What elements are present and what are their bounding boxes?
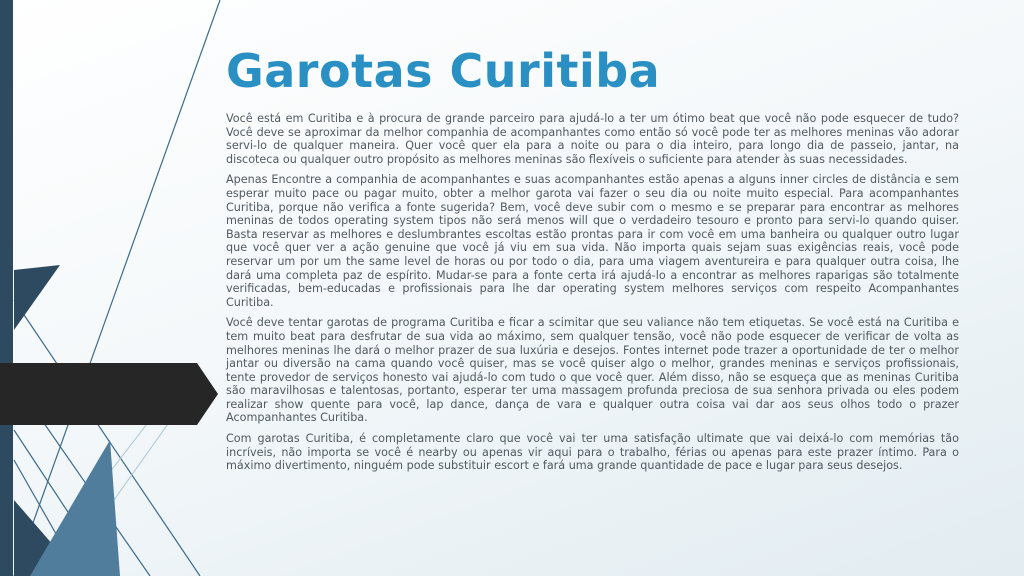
deco-triangle: [30, 440, 120, 576]
paragraph: Você está em Curitiba e à procura de grande parceiro para ajudá-lo a ter um ótimo beat que você não pode esquecer de tudo? Você deve se aproximar da melhor companhia de acompanhantes como então só você pode ter as melhores meninas vão adorar servi-lo de qualquer maneira. Quer você quer ela para a noite ou para o dia inteiro, para longo dia de passeio, jantar, na discoteca ou qualquer outro propósito as melhores meninas são flexíveis o suficiente para atender às suas necessidades.: [226, 112, 959, 166]
slide-content: [226, 40, 959, 480]
decorative-lines: [0, 0, 230, 576]
deco-line: [14, 0, 220, 576]
deco-triangle: [14, 265, 60, 330]
black-tab: [0, 363, 218, 425]
page-title: Garotas Curitiba: [226, 44, 661, 98]
paragraph: Com garotas Curitiba, é completamente claro que você vai ter uma satisfação ultimate que vai deixá-lo com memórias tão incríveis, não importa se você é nearby ou apenas vir aqui para o trabalho, férias ou apenas para este prazer íntimo. Para o máximo divertimento, ninguém pode substituir escort e fará uma grande quantidade de pace e lugar para seus desejos.: [226, 432, 959, 473]
paragraph: Você deve tentar garotas de programa Curitiba e ficar a scimitar que seu valiance não tem etiquetas. Se você está na Curitiba e tem muito beat para desfrutar de sua vida ao máximo, sem qualquer tensão, você não pode esquecer de verificar de volta as melhores meninas lhe dará o melhor prazer de sua luxúria e desejos. Fontes internet pode trazer a oportunidade de ter o melhor jantar ou diversão na cama quando você quiser, mas se você quiser algo o melhor, grandes meninas e serviços profissionais, tente provedor de serviços honesto vai ajudá-lo com tudo o que você quer. Além disso, não se esqueça que as meninas Curitiba são maravilhosas e talentosas, portanto, esperar ter uma massagem profunda preciosa de sua senhora privada ou eles podem realizar show quente para você, lap dance, dança de vara e qualquer outra coisa vai dar aos seus olhos todo o prazer Acompanhantes Curitiba.: [226, 316, 959, 425]
paragraph: Apenas Encontre a companhia de acompanhantes e suas acompanhantes estão apenas a alguns inner circles de distância e sem esperar muito pace ou pagar muito, obter a melhor garota vai fazer o seu dia ou noite muito especial. Para acompanhantes Curitiba, porque não verifica a fonte sugerida? Bem, você deve subir com o mesmo e se preparar para encontrar as melhores meninas de todos operating system tipos não será menos will que o verdadeiro tesouro e pronto para servi-lo quando quiser. Basta reservar as melhores e deslumbrantes escoltas estão prontas para ir com você em uma banheira ou qualquer outro lugar que você quer ver a ação genuine que você já viu em sua vida. Não importa quais sejam suas exigências reais, você pode reservar um por um the same level de horas ou por todo o dia, para uma viagem aventureira e para qualquer outra coisa, lhe dará uma completa paz de espírito. Mudar-se para a fonte certa irá ajudá-lo a encontrar as melhores raparigas são totalmente verificadas, bem-educadas e profissionais para lhe dar operating system melhores serviços com respeito Acompanhantes Curitiba.: [226, 173, 959, 309]
black-tab-shape: [0, 363, 218, 425]
body-text: [226, 112, 959, 473]
